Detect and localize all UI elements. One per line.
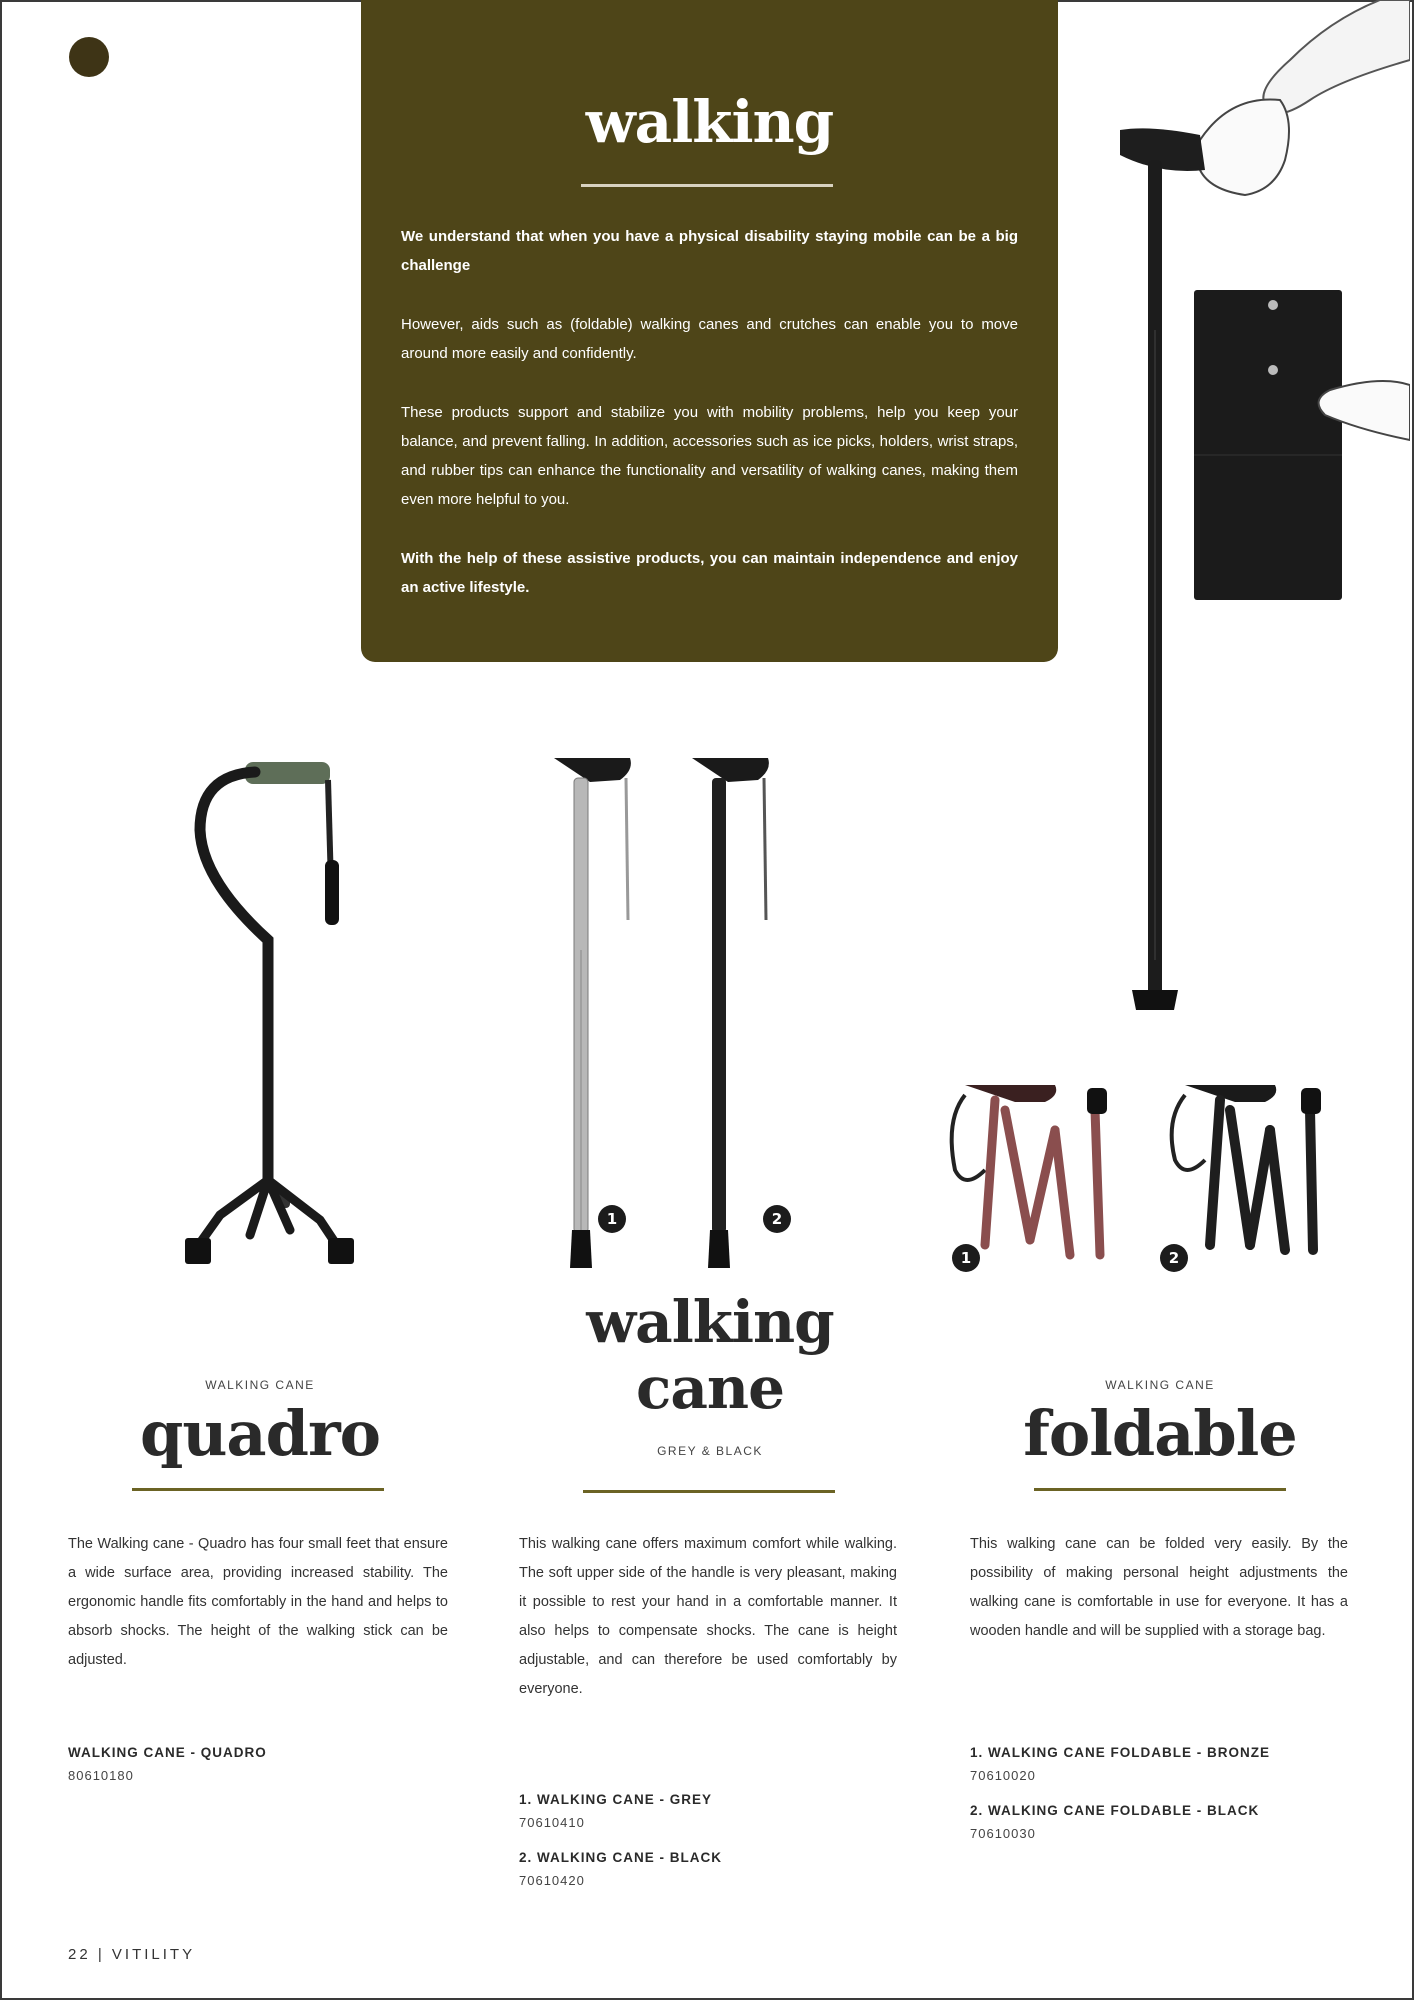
cane-item-1-name: 1. WALKING CANE - GREY: [519, 1792, 713, 1807]
intro-panel: [361, 0, 1058, 662]
page-number: 22: [68, 1946, 91, 1963]
quadro-cane-image: [180, 750, 360, 1300]
foldable-bronze-badge: 1: [952, 1244, 980, 1272]
foldable-item-2-code: 70610030: [970, 1826, 1036, 1841]
cane-black-badge: 2: [763, 1205, 791, 1233]
hand-holding-cane-illustration: [1080, 0, 1410, 1020]
cane-grey-badge: 1: [598, 1205, 626, 1233]
foldable-black-badge: 2: [1160, 1244, 1188, 1272]
intro-text: [401, 222, 1018, 632]
foldable-item-1-name: 1. WALKING CANE FOLDABLE - BRONZE: [970, 1745, 1270, 1760]
quadro-item-1-code: 80610180: [68, 1768, 134, 1783]
quadro-eyebrow: WALKING CANE: [205, 1378, 315, 1392]
intro-paragraph-3: These products support and stabilize you with mobility problems, help you keep your balance, and prevent falling. In addition, accessories such as ice picks, holders, wrist straps, and rubber tips can enhance the functionality and versatility of walking canes, making them even more helpful to you.: [401, 404, 1018, 508]
cane-item-2-name: 2. WALKING CANE - BLACK: [519, 1850, 722, 1865]
cane-title-rule: [583, 1490, 835, 1493]
foldable-title-rule: [1034, 1488, 1286, 1491]
quadro-title-rule: [132, 1488, 384, 1491]
walking-cane-black-image: [688, 750, 778, 1280]
intro-title-rule: [581, 184, 833, 187]
quadro-description: The Walking cane - Quadro has four small feet that ensure a wide surface area, providing increased stability. The ergonomic handle fits comfortably in the hand and helps to absorb shocks. The height of the walking stick can be adjusted.: [68, 1536, 448, 1668]
cane-subtitle: GREY & BLACK: [657, 1444, 763, 1458]
foldable-item-2-name: 2. WALKING CANE FOLDABLE - BLACK: [970, 1803, 1260, 1818]
cane-item-2-code: 70610420: [519, 1873, 585, 1888]
footer-separator: |: [90, 1946, 112, 1963]
foldable-eyebrow: WALKING CANE: [1105, 1378, 1215, 1392]
quadro-item-1-name: WALKING CANE - QUADRO: [68, 1745, 267, 1760]
walking-cane-grey-image: [550, 750, 640, 1280]
foldable-cane-black-image: [1165, 1080, 1345, 1280]
cane-item-1-code: 70610410: [519, 1815, 585, 1830]
quadro-title: quadro: [140, 1397, 380, 1470]
cane-title-line-1: walking: [586, 1288, 834, 1356]
decorative-dot: [69, 37, 109, 77]
intro-paragraph-4: With the help of these assistive products, you can maintain independence and enjoy an active lifestyle.: [401, 550, 1018, 596]
intro-title: walking: [585, 88, 834, 156]
page-footer: [68, 1946, 195, 1963]
cane-description: This walking cane offers maximum comfort while walking. The soft upper side of the handle is very pleasant, making it possible to rest your hand in a comfortable manner. It also helps to compensate shocks. The cane is height adjustable, and can therefore be used comfortably by everyone.: [519, 1536, 897, 1697]
foldable-title: foldable: [1023, 1397, 1297, 1470]
cane-title-line-2: cane: [636, 1354, 784, 1422]
foldable-item-1-code: 70610020: [970, 1768, 1036, 1783]
brand-name: VITILITY: [111, 1946, 196, 1963]
foldable-description: This walking cane can be folded very easily. By the possibility of making personal height adjustments the walking cane is comfortable in use for everyone. It has a wooden handle and will be supplied with a storage bag.: [970, 1536, 1348, 1639]
intro-paragraph-2: However, aids such as (foldable) walking canes and crutches can enable you to move around more easily and confidently.: [401, 316, 1018, 362]
intro-paragraph-1: We understand that when you have a physical disability staying mobile can be a big challenge: [401, 228, 1018, 274]
